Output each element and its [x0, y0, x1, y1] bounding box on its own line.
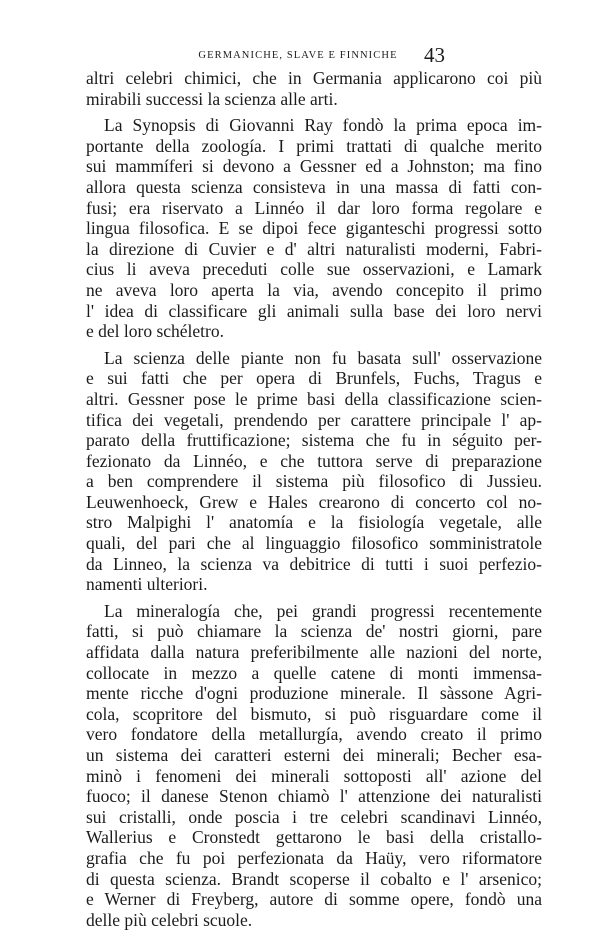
text-line: delle più celebri scuole. [86, 909, 253, 930]
text-line: fuoco; il danese Stenon chiamò l' attenzione dei naturalisti [86, 786, 542, 807]
text-line: e Werner di Freyberg, autore di somme opere, fondò una [86, 889, 542, 910]
text-line: stro Malpighi l' anatomía e la fisiología vegetale, alle [86, 512, 542, 533]
text-line: namenti ulteriori. [86, 574, 208, 595]
text-line: tifica dei vegetali, prendendo per carattere principale l' ap- [86, 409, 542, 430]
text-line: sui cristalli, onde poscia i tre celebri scandinavi Linnéo, [86, 806, 542, 827]
text-line: e del loro schéletro. [86, 321, 225, 342]
paragraph [86, 348, 542, 595]
text-line: La Synopsis di Giovanni Ray fondò la prima epoca im- [104, 115, 542, 136]
text-line: minò i fenomeni dei minerali sottoposti all' azione del [86, 765, 542, 786]
text-line: allora questa scienza consisteva in una massa di fatti con- [86, 176, 542, 197]
text-line: quali, del pari che al linguaggio filosofico somministratole [86, 533, 542, 554]
paragraph [86, 115, 542, 342]
text-line: da Linneo, la scienza va debitrice di tutti i suoi perfezio- [86, 553, 542, 574]
text-line: fatti, si può chiamare la scienza de' nostri giorni, pare [86, 621, 542, 642]
text-line: ne aveva loro aperta la via, avendo concepito il primo [86, 279, 542, 300]
paragraph [86, 601, 542, 930]
text-line: di questa scienza. Brandt scoperse il cobalto e l' arsenico; [86, 868, 542, 889]
text-line: mente ricche d'ogni produzione minerale. Il sàssone Agri- [86, 683, 542, 704]
text-line: affidata dalla natura preferibilmente alle nazioni del norte, [86, 642, 542, 663]
text-line: fezionato da Linnéo, e che tuttora serve di preparazione [86, 450, 542, 471]
text-line: La mineralogía che, pei grandi progressi recentemente [104, 600, 542, 621]
text-line: collocate in mezzo a quelle catene di monti immensa- [86, 662, 542, 683]
text-line: La scienza delle piante non fu basata sull' osservazione [104, 347, 542, 368]
text-line: vero fondatore della metallurgía, avendo creato il primo [86, 724, 542, 745]
text-line: altri. Gessner pose le prime basi della classificazione scien- [86, 388, 542, 409]
text-line: Leuwenhoeck, Grew e Hales crearono di concerto col no- [86, 491, 542, 512]
text-line: cius li aveva preceduti colle sue osservazioni, e Lamark [86, 259, 542, 280]
text-line: l' idea di classificare gli animali sulla base dei loro nervi [86, 300, 542, 321]
text-line: Wallerius e Cronstedt gettarono le basi della cristallo- [86, 827, 542, 848]
text-line: lingua filosofica. E se dipoi fece giganteschi progressi sotto [86, 218, 542, 239]
text-line: mirabili successi la scienza alle arti. [86, 88, 338, 109]
text-line: e sui fatti che per opera di Brunfels, Fuchs, Tragus e [86, 368, 542, 389]
text-line: fusi; era riservato a Linnéo il dar loro forma regolare e [86, 197, 542, 218]
text-line: grafia che fu poi perfezionata da Haüy, vero riformatore [86, 847, 542, 868]
text-line: parato della fruttificazione; sistema che fu in séguito per- [86, 430, 542, 451]
text-line: un sistema dei caratteri esterni dei minerali; Becher esa- [86, 745, 542, 765]
text-line: la direzione di Cuvier e d' altri naturalisti moderni, Fabri- [86, 238, 542, 259]
text-line: altri celebri chimici, che in Germania applicarono coi più [86, 68, 542, 88]
text-line: cola, scopritore del bismuto, si può risguardare come il [86, 703, 542, 724]
text-line: sui mammíferi si devono a Gessner ed a Johnston; ma fino [86, 156, 542, 177]
running-header: GERMANICHE, SLAVE E FINNICHE [198, 50, 398, 61]
text-line: a ben comprendere il sistema più filosofico di Jussieu. [86, 471, 542, 492]
body-text [86, 68, 542, 930]
page-number: 43 [424, 43, 445, 67]
text-line: portante della zoología. I primi trattati di qualche merito [86, 135, 542, 156]
paragraph [86, 68, 542, 109]
